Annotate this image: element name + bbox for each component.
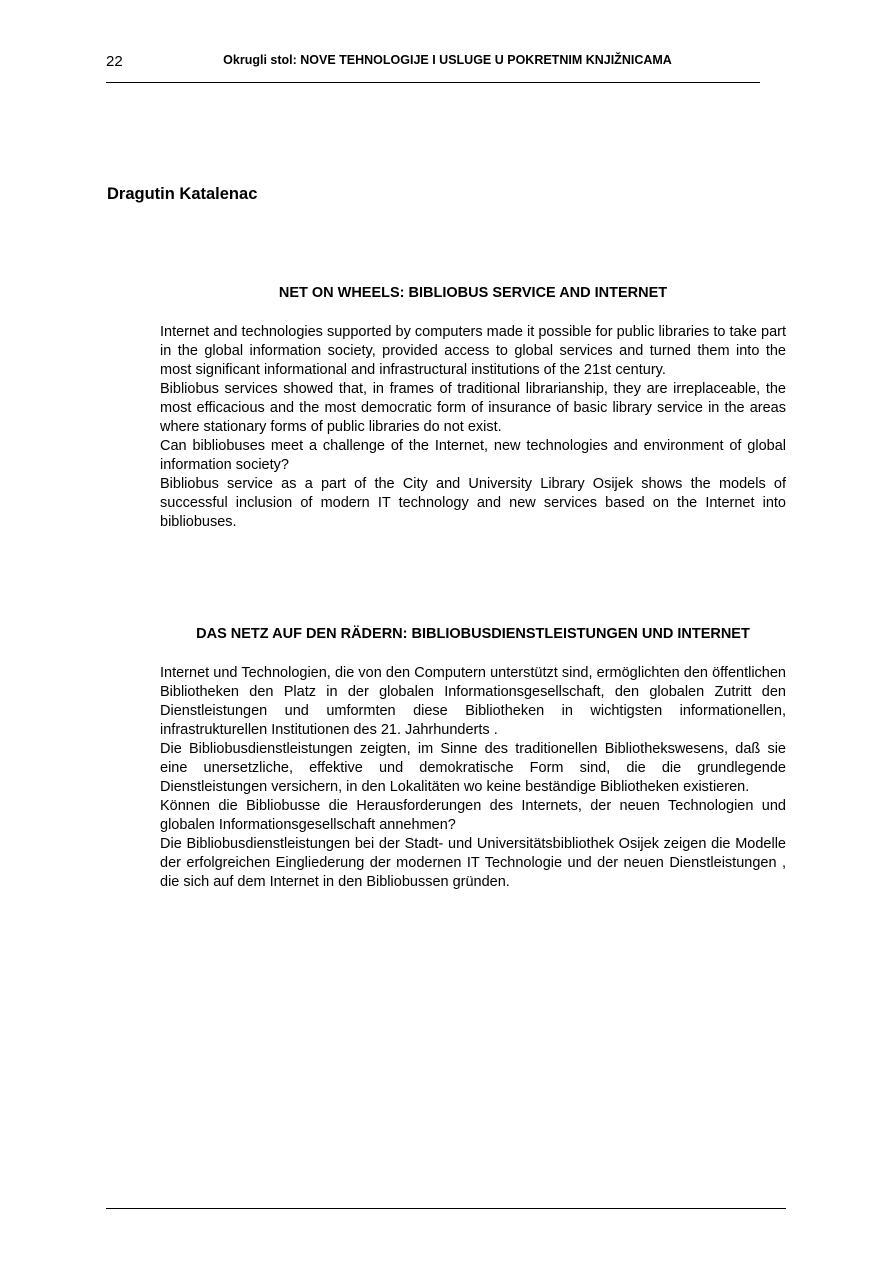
paragraph: Bibliobus services showed that, in frames of traditional librarianship, they are irreplaceable, the most efficacious and the most democratic form of insurance of basic library service in the areas where stationary forms of public libraries do not exist.	[160, 381, 786, 435]
paragraph: Internet und Technologien, die von den Computern unterstützt sind, ermöglichten den öffentlichen Bibliotheken den Platz in der globalen Informationsgesellschaft, den globalen Zutritt den Dienstleistungen und umformten diese Bibliotheken in wichtigsten informationellen, infrastrukturellen Institutionen des 21. Jahrhunderts .	[160, 665, 786, 738]
footer-rule	[106, 1208, 786, 1209]
author-name: Dragutin Katalenac	[107, 185, 258, 203]
section-title-german: DAS NETZ AUF DEN RÄDERN: BIBLIOBUSDIENSTLEISTUNGEN UND INTERNET	[196, 626, 750, 642]
running-header: Okrugli stol: NOVE TEHNOLOGIJE I USLUGE U POKRETNIM KNJIŽNICAMA	[223, 53, 672, 67]
paragraph: Können die Bibliobusse die Herausforderungen des Internets, der neuen Technologien und globalen Informationsgesellschaft annehmen?	[160, 798, 786, 833]
paragraph: Can bibliobuses meet a challenge of the Internet, new technologies and environment of global information society?	[160, 438, 786, 473]
abstract-english	[160, 283, 786, 532]
page-number: 22	[106, 53, 123, 70]
section-title-english: NET ON WHEELS: BIBLIOBUS SERVICE AND INTERNET	[278, 285, 668, 301]
paragraph: Bibliobus service as a part of the City and University Library Osijek shows the models of successful inclusion of modern IT technology and new services based on the Internet into bibliobuses.	[160, 476, 786, 530]
paragraph: Die Bibliobusdienstleistungen zeigten, im Sinne des traditionellen Bibliothekswesens, daß sie eine unersetzliche, effektive und demokratische Form sind, die die grundlegende Dienstleistungen versichern, in den Lokalitäten wo keine beständige Bibliotheken existieren.	[160, 741, 786, 795]
paragraph: Internet and technologies supported by computers made it possible for public libraries to take part in the global information society, provided access to global services and turned them into the most significant informational and infrastructural institutions of the 21st century.	[160, 324, 786, 378]
paragraph: Die Bibliobusdienstleistungen bei der Stadt- und Universitätsbibliothek Osijek zeigen die Modelle der erfolgreichen Eingliederung der modernen IT Technologie und der neuen Dienstleistungen , die sich auf dem Internet in den Bibliobussen gründen.	[160, 836, 786, 890]
abstract-german	[160, 624, 786, 892]
header-rule	[106, 82, 760, 83]
